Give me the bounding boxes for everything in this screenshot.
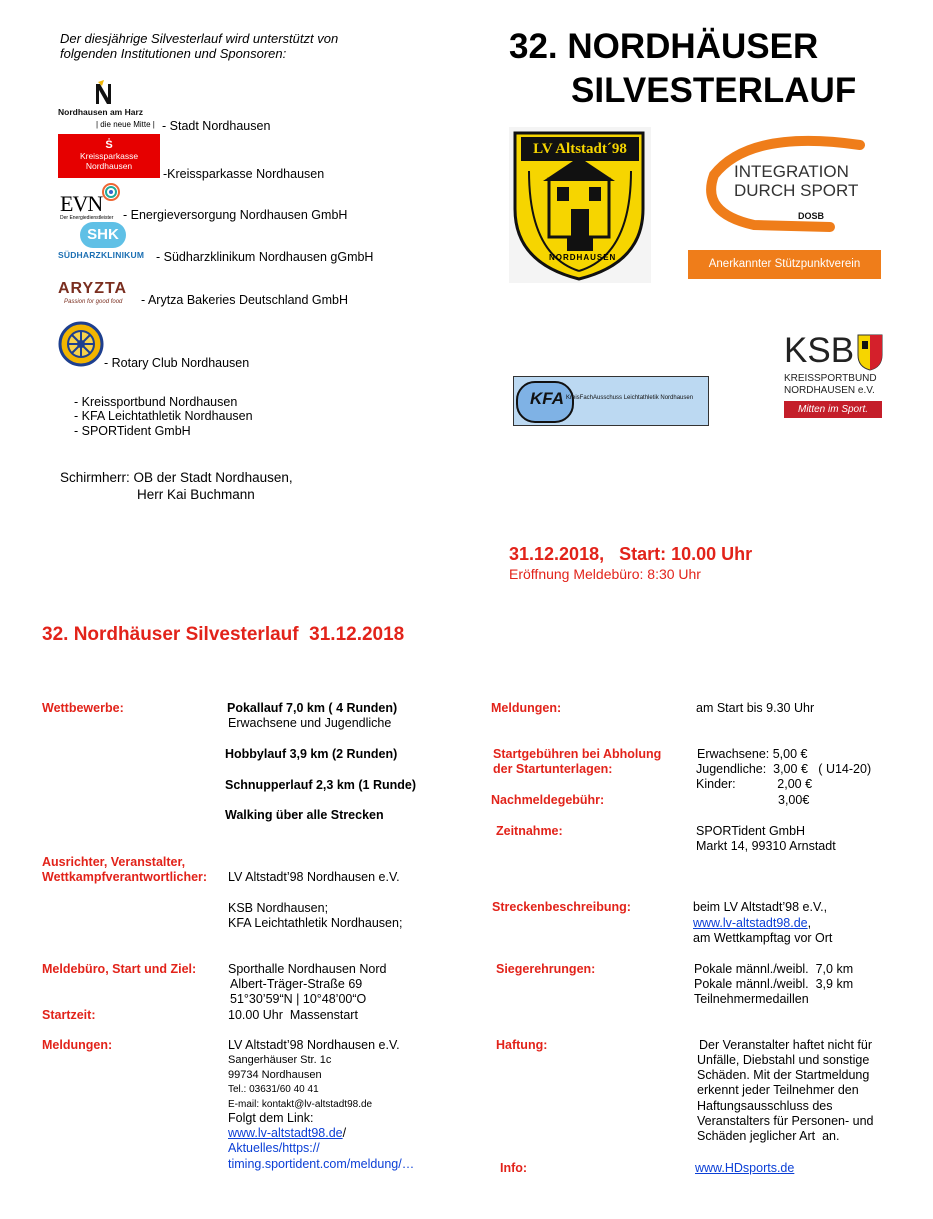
value-gebuehr-jugendliche: Jugendliche: 3,00 € ( U14-20) bbox=[696, 762, 872, 776]
lv-altstadt-logo bbox=[509, 127, 651, 283]
nordhausen-logo-sub: | die neue Mitte | bbox=[96, 120, 155, 129]
label-meldebuero: Meldebüro, Start und Ziel: bbox=[42, 962, 197, 976]
ksb-line2: NORDHAUSEN e.V. bbox=[784, 385, 875, 396]
label-gebuehr-1: Startgebühren bei Abholung bbox=[493, 747, 662, 761]
label-ausrichter-1: Ausrichter, Veranstalter, bbox=[42, 855, 186, 869]
patron-line2: Herr Kai Buchmann bbox=[137, 487, 255, 502]
label-nachmelde: Nachmeldegebühr: bbox=[491, 793, 605, 807]
value-haftung-5: Haftungsausschluss des bbox=[697, 1099, 833, 1113]
label-strecke: Streckenbeschreibung: bbox=[492, 900, 631, 914]
kreissparkasse-logo-text: Kreissparkasse bbox=[79, 151, 139, 161]
value-pokallauf-sub: Erwachsene und Jugendliche bbox=[228, 716, 392, 730]
ksb-slogan: Mitten im Sport. bbox=[784, 401, 882, 418]
label-wettbewerbe: Wettbewerbe: bbox=[42, 701, 124, 715]
value-kfa: KFA Leichtathletik Nordhausen; bbox=[228, 916, 403, 930]
value-haftung-3: Schäden. Mit der Startmeldung bbox=[697, 1068, 870, 1082]
evn-logo bbox=[60, 183, 122, 221]
lv-altstadt-link-suffix: / bbox=[342, 1126, 347, 1140]
value-haftung-4: erkennt jeder Teilnehmer den bbox=[697, 1083, 859, 1097]
label-zeitnahme: Zeitnahme: bbox=[496, 824, 563, 838]
value-sieger-3: Teilnehmermedaillen bbox=[694, 992, 809, 1006]
value-gebuehr-kinder: Kinder: 2,00 € bbox=[696, 777, 813, 791]
value-meldungen-right: am Start bis 9.30 Uhr bbox=[696, 701, 815, 715]
value-ksb: KSB Nordhausen; bbox=[228, 901, 329, 915]
value-schnupperlauf: Schnupperlauf 2,3 km (1 Runde) bbox=[225, 778, 417, 792]
hdsports-link[interactable]: www.HDsports.de bbox=[695, 1161, 795, 1175]
lv-crest-bottom-text: NORDHAUSEN bbox=[549, 253, 617, 262]
more-sponsor-kfa: - KFA Leichtathletik Nordhausen bbox=[74, 409, 253, 423]
sponsor-label-evn: - Energieversorgung Nordhausen GmbH bbox=[123, 208, 348, 222]
value-meldungen-1: LV Altstadt’98 Nordhausen e.V. bbox=[228, 1038, 400, 1052]
kfa-logo-text: KFA bbox=[530, 389, 564, 408]
kfa-logo bbox=[513, 376, 709, 426]
integration-line1: INTEGRATION bbox=[734, 162, 849, 181]
label-startzeit: Startzeit: bbox=[42, 1008, 96, 1022]
ksb-logo bbox=[784, 333, 884, 423]
ksb-coat-of-arms-icon bbox=[856, 333, 884, 371]
integration-line2: DURCH SPORT bbox=[734, 181, 859, 200]
value-pokallauf: Pokallauf 7,0 km ( 4 Runden) bbox=[227, 701, 398, 715]
ksb-line1: KREISSPORTBUND bbox=[784, 373, 877, 384]
label-meldungen-left: Meldungen: bbox=[42, 1038, 113, 1052]
ksb-logo-text: KSB bbox=[784, 331, 855, 370]
value-haftung-6: Veranstalters für Personen- und bbox=[697, 1114, 874, 1128]
sponsor-label-shk: - Südharzklinikum Nordhausen gGmbH bbox=[156, 250, 374, 264]
lv-crest-top-text: LV Altstadt´98 bbox=[533, 141, 627, 157]
value-zeitnahme-1: SPORTident GmbH bbox=[696, 824, 806, 838]
value-haftung-7: Schäden jeglicher Art an. bbox=[697, 1129, 840, 1143]
sportident-link-2[interactable]: timing.sportident.com/meldung/… bbox=[228, 1157, 415, 1171]
rotary-wheel-icon bbox=[58, 321, 104, 367]
sponsor-label-aryzta: - Arytza Bakeries Deutschland GmbH bbox=[141, 293, 349, 307]
kreissparkasse-logo-sub: Nordhausen bbox=[85, 161, 133, 171]
label-info: Info: bbox=[500, 1161, 528, 1175]
value-meldungen-2: Sangerhäuser Str. 1c bbox=[228, 1054, 332, 1066]
patron-line1: Schirmherr: OB der Stadt Nordhausen, bbox=[60, 470, 293, 485]
evn-logo-sub: Der Energiedienstleister bbox=[60, 215, 114, 221]
value-haftung-2: Unfälle, Diebstahl und sonstige bbox=[697, 1053, 870, 1067]
aryzta-logo bbox=[58, 280, 140, 310]
value-zeitnahme-2: Markt 14, 99310 Arnstadt bbox=[696, 839, 836, 853]
value-meldungen-5: E-mail: kontakt@lv-altstadt98.de bbox=[228, 1099, 373, 1110]
shk-badge-icon: SHK bbox=[80, 222, 126, 248]
strecke-link[interactable]: www.lv-altstadt98.de bbox=[693, 916, 808, 930]
value-walking: Walking über alle Strecken bbox=[225, 808, 384, 822]
value-nachmelde: 3,00€ bbox=[778, 793, 810, 807]
kreissparkasse-logo bbox=[58, 134, 160, 178]
value-gebuehr-erwachsene: Erwachsene: 5,00 € bbox=[697, 747, 808, 761]
value-startzeit: 10.00 Uhr Massenstart bbox=[228, 1008, 358, 1022]
sparkasse-s-icon: Ṡ bbox=[105, 139, 113, 151]
event-office-open: Eröffnung Meldebüro: 8:30 Uhr bbox=[509, 566, 701, 582]
nordhausen-logo bbox=[58, 80, 158, 120]
value-meldebuero-2: Albert-Träger-Straße 69 bbox=[230, 977, 363, 991]
sponsor-label-stadt: - Stadt Nordhausen bbox=[162, 119, 271, 133]
section-title: 32. Nordhäuser Silvesterlauf 31.12.2018 bbox=[42, 624, 405, 645]
value-meldungen-4: Tel.: 03631/60 40 41 bbox=[228, 1084, 319, 1095]
strecke-link-line bbox=[693, 916, 811, 931]
sponsor-label-ksk: -Kreissparkasse Nordhausen bbox=[163, 167, 325, 181]
label-gebuehr-2: der Startunterlagen: bbox=[493, 762, 613, 776]
shk-logo bbox=[58, 222, 153, 262]
label-haftung: Haftung: bbox=[496, 1038, 548, 1052]
value-meldebuero-1: Sporthalle Nordhausen Nord bbox=[228, 962, 387, 976]
svg-text:Nordhausen am Harz: Nordhausen am Harz bbox=[58, 107, 144, 117]
value-meldungen-6: Folgt dem Link: bbox=[228, 1111, 314, 1125]
meldungen-link-line bbox=[228, 1126, 346, 1141]
sponsors-intro: Der diesjährige Silvesterlauf wird unterstützt von folgenden Institutionen und Sponsoren: bbox=[60, 31, 339, 61]
dosb-text: DOSB bbox=[798, 211, 825, 221]
integration-logo bbox=[690, 135, 880, 233]
value-ausrichter: LV Altstadt’98 Nordhausen e.V. bbox=[228, 870, 400, 884]
more-sponsor-ksb: - Kreissportbund Nordhausen bbox=[74, 395, 238, 409]
evn-circle-icon bbox=[100, 183, 122, 201]
strecke-link-suffix: , bbox=[807, 916, 812, 930]
page-title-line1: 32. NORDHÄUSER bbox=[509, 27, 819, 66]
sponsor-label-rotary: - Rotary Club Nordhausen bbox=[104, 356, 250, 370]
lv-altstadt-link[interactable]: www.lv-altstadt98.de bbox=[228, 1126, 343, 1140]
aryzta-logo-text: ARYZTA bbox=[58, 280, 128, 297]
value-strecke-1: beim LV Altstadt’98 e.V., bbox=[693, 900, 828, 914]
sportident-link-1[interactable]: Aktuelles/https:// bbox=[228, 1141, 320, 1155]
label-meldungen-right: Meldungen: bbox=[491, 701, 562, 715]
value-sieger-2: Pokale männl./weibl. 3,9 km bbox=[694, 977, 854, 991]
page-title-line2: SILVESTERLAUF bbox=[571, 71, 857, 110]
kfa-logo-sub: KreisFachAusschuss Leichtathletik Nordhausen bbox=[566, 395, 694, 401]
label-ausrichter-2: Wettkampfverantwortlicher: bbox=[42, 870, 208, 884]
event-date-start: 31.12.2018, Start: 10.00 Uhr bbox=[509, 544, 753, 564]
evn-logo-text: EVN bbox=[60, 191, 103, 216]
value-strecke-3: am Wettkampftag vor Ort bbox=[693, 931, 833, 945]
nordhausen-n-icon bbox=[58, 80, 158, 120]
more-sponsor-sportident: - SPORTident GmbH bbox=[74, 424, 191, 438]
value-hobbylauf: Hobbylauf 3,9 km (2 Runden) bbox=[225, 747, 398, 761]
recognized-banner: Anerkannter Stützpunktverein bbox=[688, 250, 881, 279]
value-haftung-1: Der Veranstalter haftet nicht für bbox=[699, 1038, 873, 1052]
aryzta-logo-sub: Passion for good food bbox=[64, 299, 123, 305]
value-sieger-1: Pokale männl./weibl. 7,0 km bbox=[694, 962, 854, 976]
value-meldebuero-3: 51°30’59“N | 10°48’00“O bbox=[230, 992, 367, 1006]
label-sieger: Siegerehrungen: bbox=[496, 962, 596, 976]
shk-logo-text: SÜDHARZKLINIKUM bbox=[58, 250, 145, 260]
value-meldungen-3: 99734 Nordhausen bbox=[228, 1069, 322, 1081]
